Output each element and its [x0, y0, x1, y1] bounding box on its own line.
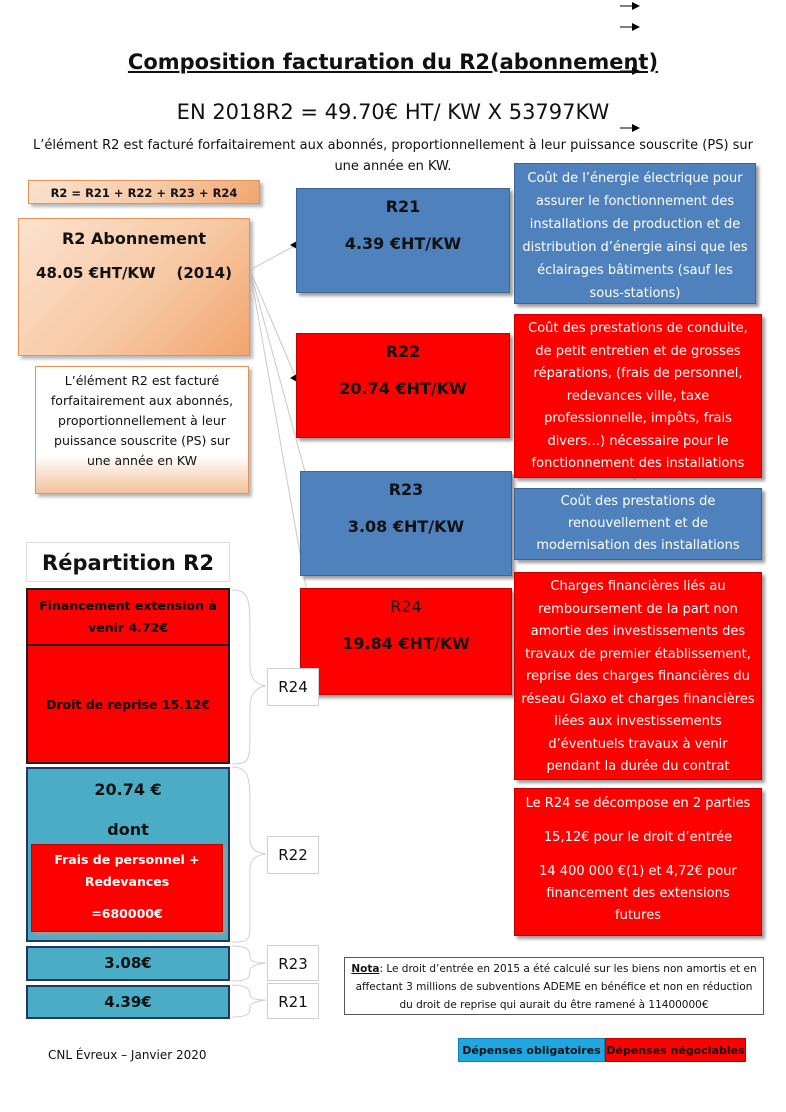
label-r23-text: R23: [278, 955, 308, 973]
label-r24-text: R24: [278, 678, 308, 696]
r21-repartition-box: [26, 985, 230, 1019]
r22-box: [296, 333, 510, 438]
equation-text: R2 = R21 + R22 + R23 + R24: [50, 186, 238, 200]
r24-box: [300, 588, 512, 695]
r21-title: R21: [385, 197, 421, 216]
abonnement-box: [18, 218, 250, 356]
footer-text: CNL Évreux – Janvier 2020: [48, 1048, 207, 1062]
label-r24: [267, 668, 319, 706]
label-r22-text: R22: [278, 846, 308, 864]
financement-text: Financement extension à venir 4.72€: [39, 598, 217, 635]
r22-description: [514, 314, 762, 478]
r24-breakdown-line2: 15,12€ pour le droit d’entrée: [543, 830, 733, 845]
droit-reprise-box: [26, 646, 230, 764]
financement-box: [26, 588, 230, 646]
r24-description-text: Charges financières liés au remboursement de la part non amortie des investissements des travaux de premier établissement, reprise des charges financières du réseau Glaxo et charges financières liées aux investissements d’éventuels travaux à venir pendant la durée du contrat: [521, 579, 755, 774]
legend-obligatoires-text: Dépenses obligatoires: [462, 1044, 601, 1057]
r21-description-text: Coût de l’énergie électrique pour assurer le fonctionnement des installations de production et de distribution d’énergie ainsi que les éclairages bâtiments (sauf les sous-stations): [522, 171, 748, 301]
r22-description-text: Coût des prestations de conduite, de petit entretien et de grosses réparations, (frais de personnel, redevances ville, taxe professionnelle, impôts, frais divers…) nécessaire pour le fonctionnement des installations: [528, 321, 748, 471]
r24-breakdown: [514, 788, 762, 936]
nota-label: Nota: [351, 963, 380, 975]
r21-repartition-value: 4.39€: [104, 993, 152, 1011]
r23-description: [514, 488, 762, 560]
r23-title: R23: [388, 480, 424, 499]
r22-value: 20.74 €HT/KW: [339, 379, 467, 398]
label-r21: [267, 983, 319, 1019]
nota-text: : Le droit d’entrée en 2015 a été calculé sur les biens non amortis et en affectant 3 millions de subventions ADEME en bénéfice et non en réduction du droit de reprise qui aurait du être ramené à 11400000€: [355, 963, 757, 1011]
explanation-box: [35, 366, 249, 494]
label-r23: [267, 945, 319, 981]
r23-repartition-value: 3.08€: [104, 954, 152, 972]
r22-repartition-dont: dont: [107, 820, 149, 839]
r24-breakdown-line1: Le R24 se décompose en 2 parties: [525, 796, 751, 811]
r23-repartition-box: [26, 946, 230, 981]
r22-repartition-value: 20.74 €: [94, 780, 162, 799]
r23-description-text: Coût des prestations de renouvellement et de modernisation des installations: [536, 494, 740, 553]
frais-value: =680000€: [91, 906, 163, 921]
page-title: Composition facturation du R2(abonnement): [127, 50, 659, 74]
nota-box: [344, 957, 764, 1015]
r23-value: 3.08 €HT/KW: [347, 517, 465, 536]
label-r22: [267, 836, 319, 874]
r24-breakdown-line3: 14 400 000 €(1) et 4,72€ pour financement des extensions futures: [539, 864, 737, 923]
r22-title: R22: [385, 342, 421, 361]
equation-box: [28, 180, 260, 204]
repartition-title: [26, 542, 230, 582]
r24-description: [514, 572, 762, 780]
r21-value: 4.39 €HT/KW: [344, 234, 462, 253]
r23-box: [300, 471, 512, 576]
abonnement-value: 48.05 €HT/KW (2014): [36, 264, 232, 282]
legend-negociables: [605, 1038, 746, 1062]
abonnement-title: R2 Abonnement: [61, 229, 207, 248]
r24-title: R24: [390, 597, 422, 616]
intro-text: L’élément R2 est facturé forfaitairement aux abonnés, proportionnellement à leur puissance souscrite (PS) sur une année en KW.: [32, 138, 754, 174]
legend-negociables-text: Dépenses négociables: [606, 1044, 745, 1057]
frais-text: Frais de personnel + Redevances: [54, 852, 200, 889]
label-r21-text: R21: [278, 993, 308, 1011]
droit-reprise-text: Droit de reprise 15.12€: [45, 697, 211, 712]
r21-description: [514, 163, 756, 304]
explanation-text: L’élément R2 est facturé forfaitairement aux abonnés, proportionnellement à leur puissance souscrite (PS) sur une année en KW: [50, 373, 234, 468]
r24-value: 19.84 €HT/KW: [342, 634, 470, 653]
repartition-title-text: Répartition R2: [42, 551, 214, 575]
formula-line: EN 2018R2 = 49.70€ HT/ KW X 53797KW: [176, 100, 610, 124]
legend-obligatoires: [458, 1038, 605, 1062]
frais-box: [31, 844, 223, 932]
r21-box: [296, 188, 510, 293]
